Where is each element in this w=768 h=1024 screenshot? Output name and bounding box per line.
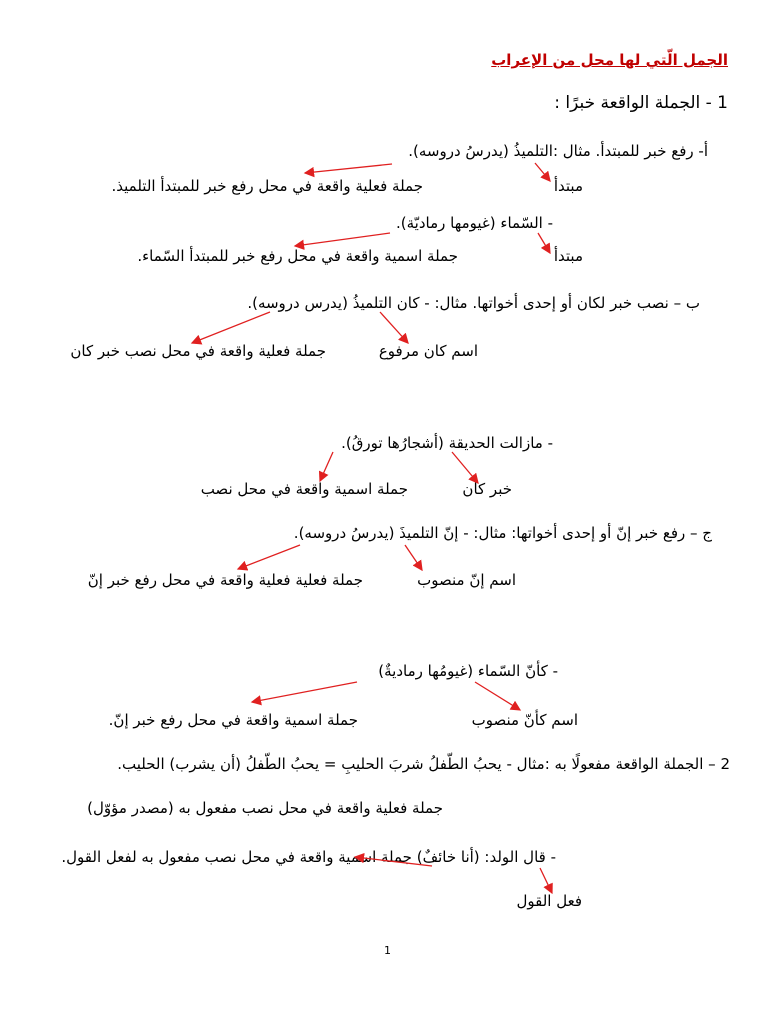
arrow-a2-mubtada	[538, 233, 550, 253]
example-a-2: - السّماء (غيومها رماديّة).	[396, 214, 553, 232]
rule-j-text: ج – رفع خبر إنّ أو إحدى أخواتها: مثال: - إنّ التلميذَ (يدرسُ دروسه).	[293, 524, 712, 542]
page-number: 1	[384, 944, 391, 957]
label-ism-inna: اسم إنّ منصوب	[417, 571, 516, 589]
arrow-b2-khabar	[320, 452, 333, 481]
explanation-b-2: جملة اسمية واقعة في محل نصب	[200, 480, 408, 498]
label-fiel-qawl: فعل القول	[516, 892, 582, 910]
label-ism-kaanna: اسم كأنّ منصوب	[471, 711, 578, 729]
page-title: الجمل الّتي لها محل من الإعراب	[491, 51, 728, 69]
section-1-heading: 1 - الجملة الواقعة خبرًا :	[554, 93, 728, 113]
example-b-2: - مازالت الحديقة (أشجارُها تورقُ).	[341, 434, 553, 452]
arrow-s2-fiel	[540, 868, 552, 893]
rule-a-text: أ- رفع خبر للمبتدأ. مثال :التلميذُ (يدرسُ دروسه).	[408, 142, 708, 160]
rule-b-text: ب – نصب خبر لكان أو إحدى أخواتها. مثال: - كان التلميذُ (يدرس دروسه).	[247, 294, 700, 312]
section-2-text: 2 – الجملة الواقعة مفعولًا به :مثال - يحبُ الطّفلُ شربَ الحليبِ = يحبُ الطّفلُ (أن يشرب) الحليب.	[117, 755, 730, 773]
arrow-j1-khabar	[238, 545, 300, 569]
arrow-j1-ism	[405, 545, 422, 570]
arrow-a1-mubtada	[535, 163, 550, 181]
example-j-2: - كأنّ السّماء (غيومُها رماديةٌ)	[378, 662, 558, 680]
arrow-j2-ism	[475, 682, 520, 710]
explanation-j-2: جملة اسمية واقعة في محل رفع خبر إنّ.	[108, 711, 358, 729]
label-mubtada-2: مبتدأ	[553, 247, 583, 265]
arrow-b1-khabar	[192, 312, 270, 343]
explanation-s2-1: جملة فعلية واقعة في محل نصب مفعول به (مصدر مؤوّل)	[87, 799, 443, 817]
arrow-j2-khabar	[252, 682, 357, 702]
explanation-j-1: جملة فعلية فعلية واقعة في محل رفع خبر إنّ	[87, 571, 363, 589]
label-mubtada-1: مبتدأ	[553, 177, 583, 195]
arrow-a2-khabar	[295, 233, 390, 246]
explanation-a-2: جملة اسمية واقعة في محل رفع خبر للمبتدأ السّماء.	[137, 247, 458, 265]
arrow-a1-khabar	[305, 164, 392, 173]
arrow-b1-ism	[380, 312, 408, 343]
label-khabar-kana: خبر كان	[462, 480, 512, 498]
explanation-a-1: جملة فعلية واقعة في محل رفع خبر للمبتدأ التلميذ.	[111, 177, 423, 195]
example-s2-2: - قال الولد: (أنا خائفٌ) جملة اسمية واقعة في محل نصب مفعول به لفعل القول.	[61, 848, 556, 866]
explanation-b-1: جملة فعلية واقعة في محل نصب خبر كان	[70, 342, 326, 360]
label-ism-kana: اسم كان مرفوع	[378, 342, 478, 360]
